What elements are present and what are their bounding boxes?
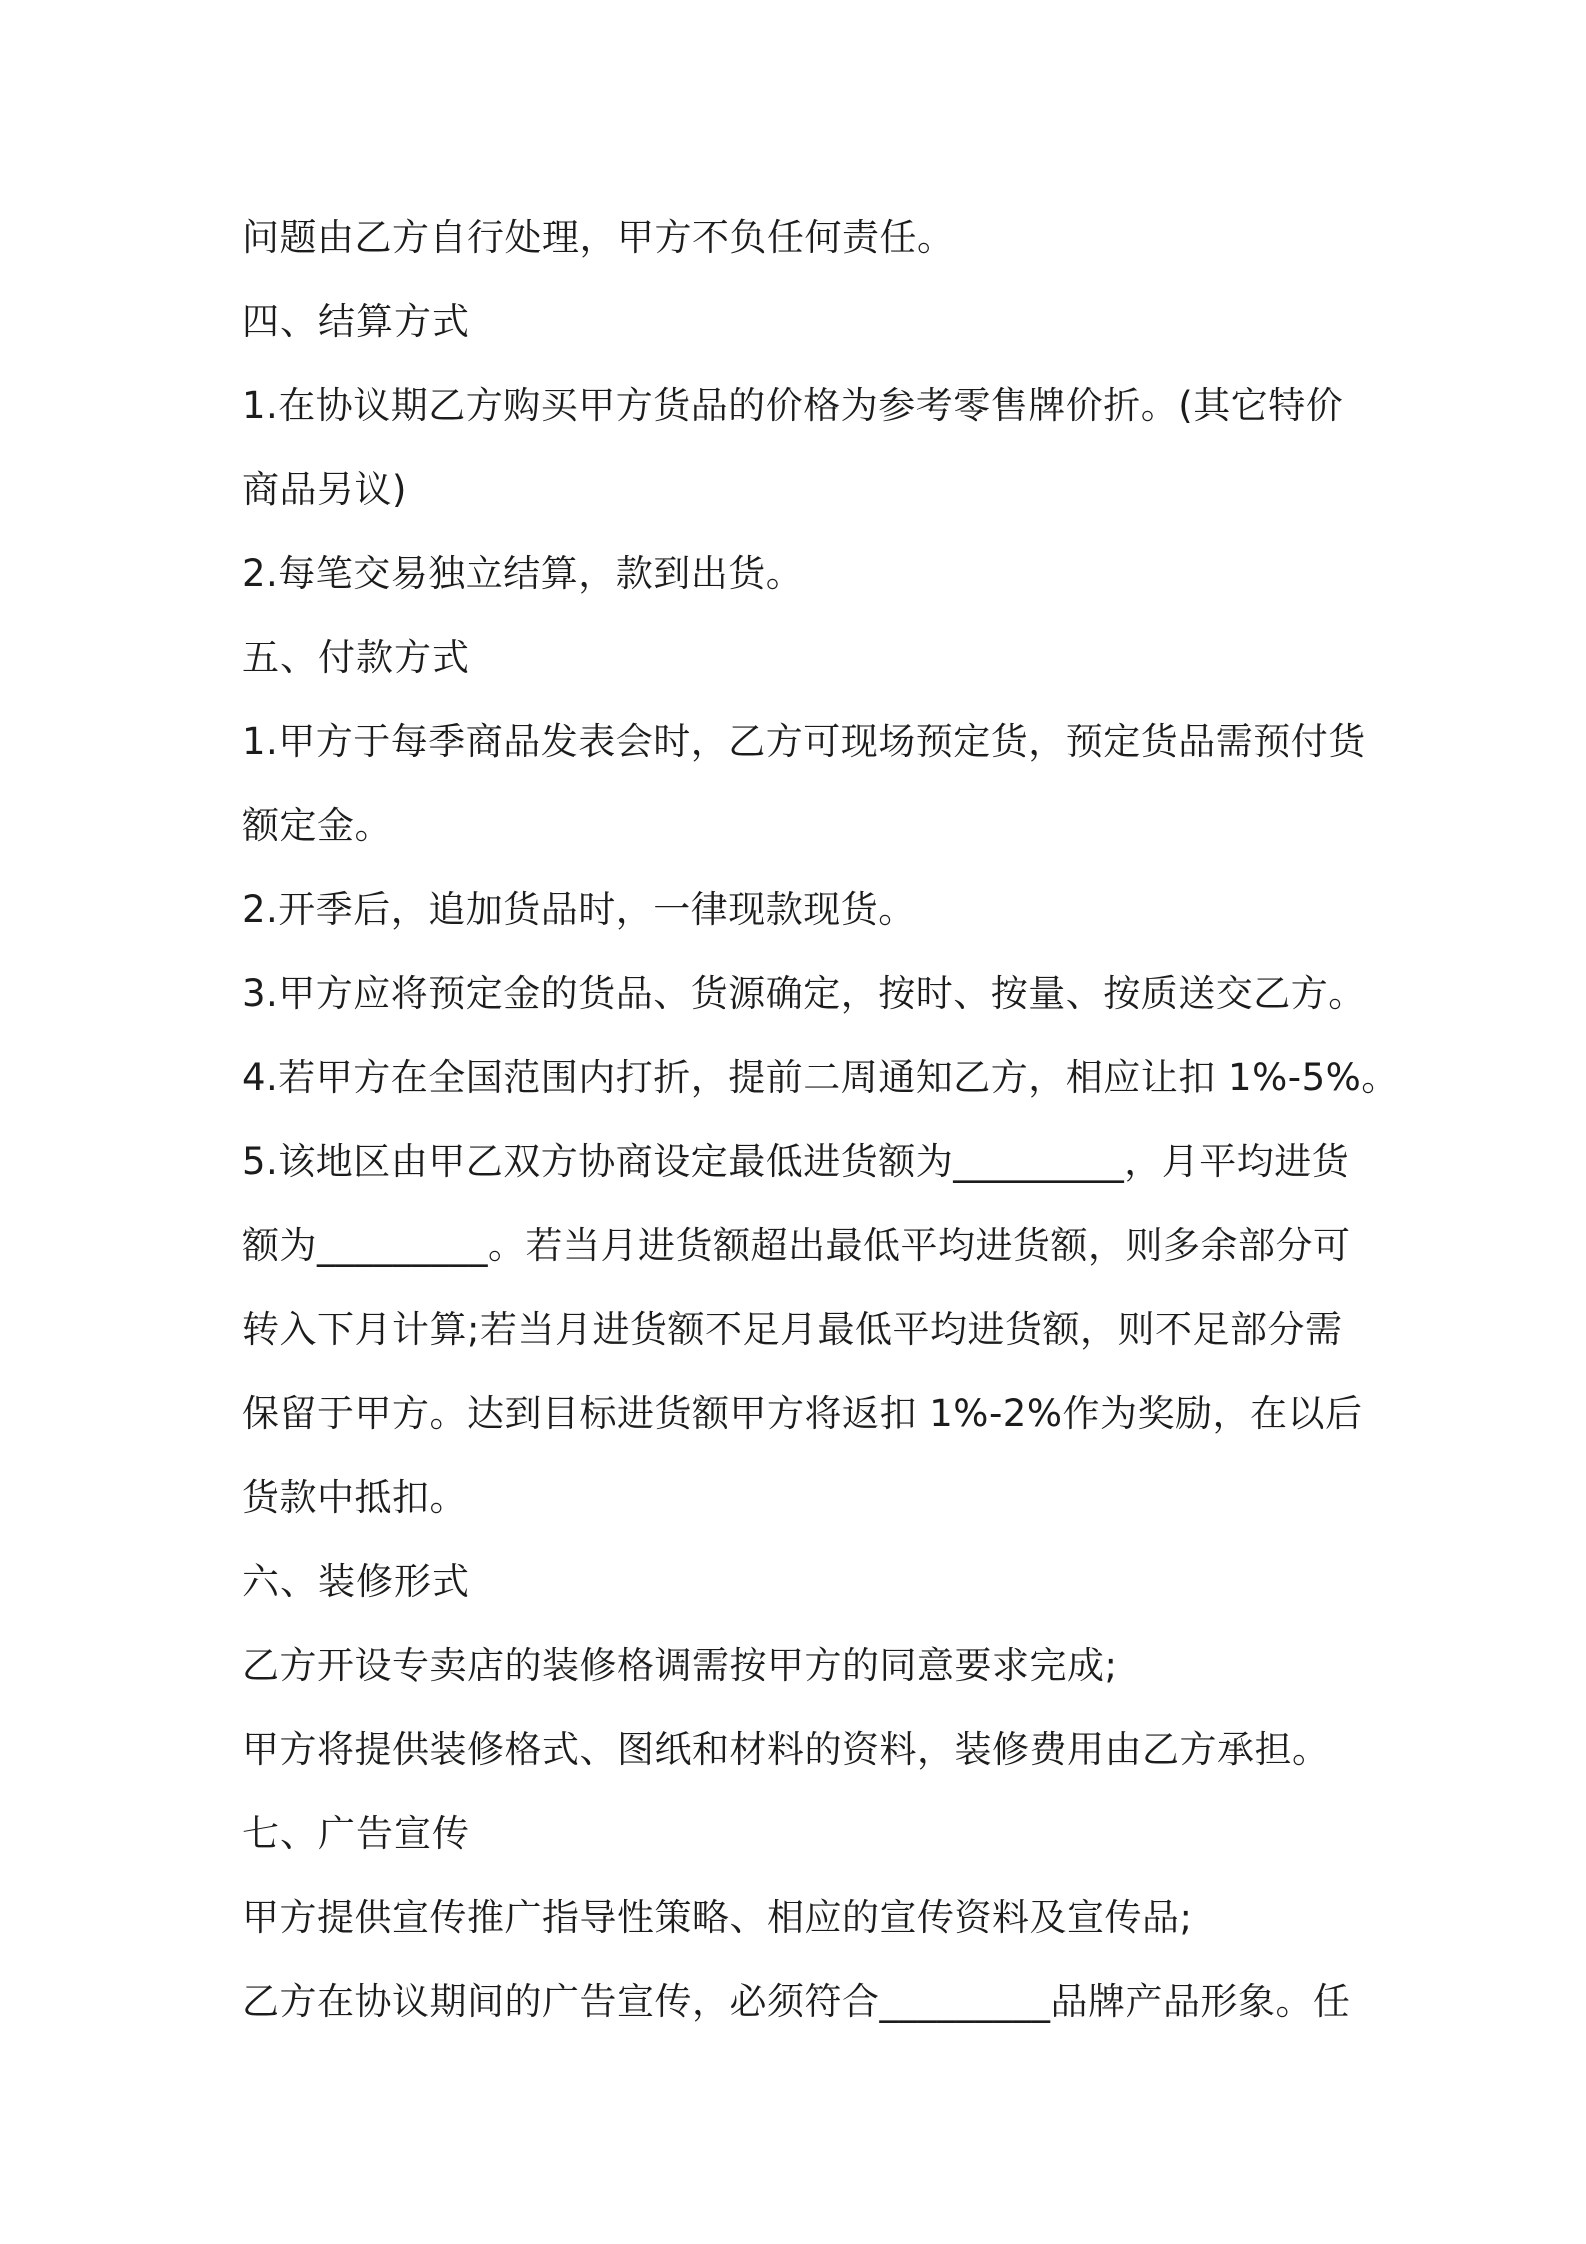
section-heading-settlement: 四、结算方式	[242, 300, 470, 343]
section-heading-advertising: 七、广告宣传	[242, 1812, 470, 1855]
document-body	[242, 196, 1399, 2044]
paragraph-line: 2.每笔交易独立结算，款到出货。	[242, 552, 804, 595]
paragraph-line: 货款中抵扣。	[242, 1476, 467, 1519]
paragraph-line: 额定金。	[242, 804, 392, 847]
paragraph-line: 2.开季后，追加货品时，一律现款现货。	[242, 888, 916, 931]
paragraph-line: 4.若甲方在全国范围内打折，提前二周通知乙方，相应让扣 1%-5%。	[242, 1056, 1399, 1099]
paragraph-line: 甲方将提供装修格式、图纸和材料的资料，装修费用由乙方承担。	[242, 1728, 1330, 1771]
section-heading-decoration: 六、装修形式	[242, 1560, 470, 1603]
paragraph-line: 5.该地区由甲乙双方协商设定最低进货额为_________，月平均进货	[242, 1140, 1350, 1183]
paragraph-line: 乙方在协议期间的广告宣传，必须符合_________品牌产品形象。任	[242, 1980, 1351, 2023]
paragraph-line: 甲方提供宣传推广指导性策略、相应的宣传资料及宣传品;	[242, 1896, 1193, 1939]
paragraph-line: 额为_________。若当月进货额超出最低平均进货额，则多余部分可	[242, 1224, 1351, 1267]
paragraph-line: 转入下月计算;若当月进货额不足月最低平均进货额，则不足部分需	[242, 1308, 1343, 1351]
paragraph-line: 3.甲方应将预定金的货品、货源确定，按时、按量、按质送交乙方。	[242, 972, 1366, 1015]
paragraph-line: 保留于甲方。达到目标进货额甲方将返扣 1%-2%作为奖励，在以后	[242, 1392, 1363, 1435]
paragraph-line: 1.在协议期乙方购买甲方货品的价格为参考零售牌价折。(其它特价	[242, 384, 1344, 427]
paragraph-line: 1.甲方于每季商品发表会时，乙方可现场预定货，预定货品需预付货	[242, 720, 1366, 763]
paragraph-line: 商品另议)	[242, 468, 407, 511]
paragraph-line: 问题由乙方自行处理，甲方不负任何责任。	[242, 216, 955, 259]
section-heading-payment: 五、付款方式	[242, 636, 470, 679]
paragraph-line: 乙方开设专卖店的装修格调需按甲方的同意要求完成;	[242, 1644, 1118, 1687]
